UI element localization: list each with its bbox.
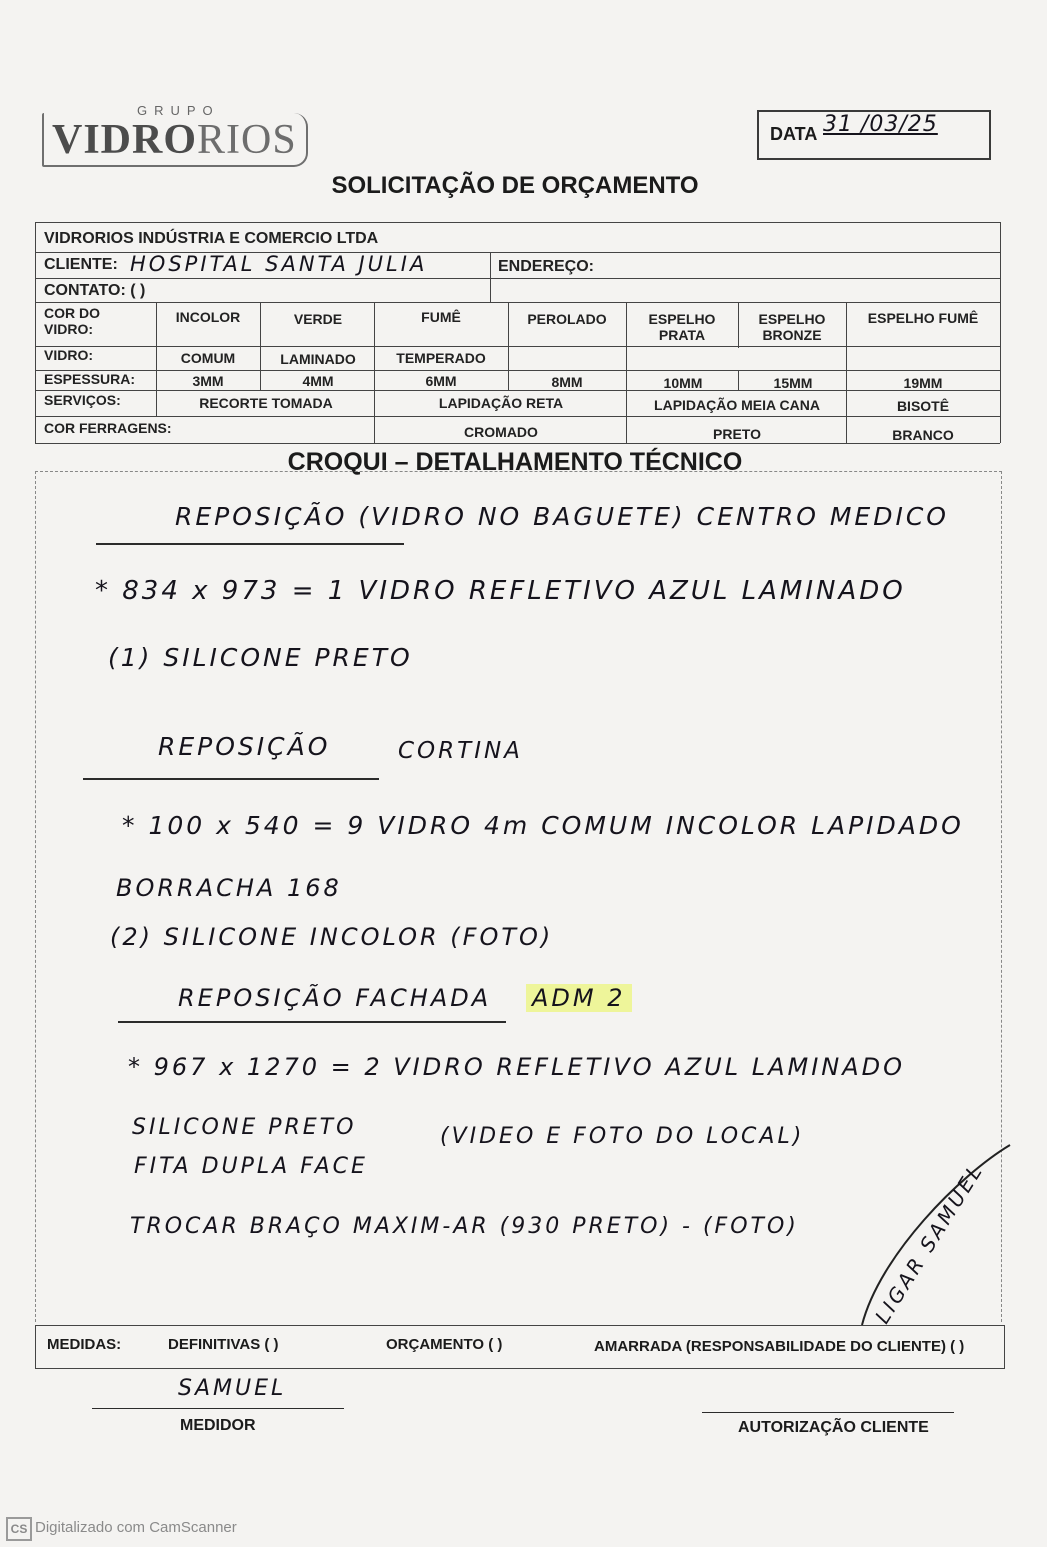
service-lapidacao-reta: LAPIDAÇÃO RETA xyxy=(438,395,564,411)
definitive-checkbox[interactable]: DEFINITIVAS ( ) xyxy=(168,1336,279,1353)
client-value: HOSPITAL SANTA JULIA xyxy=(130,252,428,276)
camscanner-watermark: Digitalizado com CamScanner xyxy=(35,1519,237,1536)
hardware-branco: BRANCO xyxy=(892,427,954,443)
hardware-preto: PRETO xyxy=(713,426,761,442)
callout-note xyxy=(860,1135,1022,1335)
thickness-10mm: 10MM xyxy=(663,375,703,391)
note-line-13: (VIDEO E FOTO DO LOCAL) xyxy=(440,1124,805,1149)
measurements-label: MEDIDAS: xyxy=(47,1336,122,1353)
company-name: VIDRORIOS INDÚSTRIA E COMERCIO LTDA xyxy=(44,230,379,247)
callout-text: LIGAR SAMUEL xyxy=(870,1158,989,1328)
type-option-laminado: LAMINADO xyxy=(280,351,356,367)
date-value: 31 /03/25 xyxy=(823,112,938,137)
services-label: SERVIÇOS: xyxy=(44,392,121,408)
note-line-1: REPOSIÇÃO (VIDRO NO BAGUETE) CENTRO MEDICO xyxy=(175,502,949,531)
page-title: SOLICITAÇÃO DE ORÇAMENTO xyxy=(331,172,699,199)
glass-color-label: COR DO VIDRO: xyxy=(44,305,100,337)
note-highlight-adm: ADM 2 xyxy=(526,984,632,1012)
note-line-2: * 834 x 973 = 1 VIDRO REFLETIVO AZUL LAMINADO xyxy=(95,576,906,606)
note-line-12: SILICONE PRETO xyxy=(132,1115,357,1140)
type-option-comum: COMUM xyxy=(180,350,236,366)
client-signature-line xyxy=(702,1412,954,1413)
glass-type-label: VIDRO: xyxy=(44,347,93,363)
color-option-fume: FUMÊ xyxy=(421,309,461,325)
note-line-14: FITA DUPLA FACE xyxy=(134,1154,368,1179)
note-line-15: TROCAR BRAÇO MAXIM-AR (930 PRETO) - (FOTO) xyxy=(130,1214,799,1239)
address-label: ENDEREÇO: xyxy=(498,258,595,275)
color-option-verde: VERDE xyxy=(293,311,343,327)
note-line-5: CORTINA xyxy=(398,738,523,764)
measurer-signature-line xyxy=(92,1408,344,1409)
note-line-8: (2) SILICONE INCOLOR (FOTO) xyxy=(110,923,554,951)
measurer-label: MEDIDOR xyxy=(180,1417,256,1434)
thickness-6mm: 6MM xyxy=(425,373,457,389)
service-bisote: BISOTÊ xyxy=(896,398,950,414)
service-recorte-tomada: RECORTE TOMADA xyxy=(199,395,333,411)
brand-logo-bold: VIDRO xyxy=(52,117,198,163)
client-authorization-label: AUTORIZAÇÃO CLIENTE xyxy=(738,1419,929,1436)
service-lapidacao-meia-cana: LAPIDAÇÃO MEIA CANA xyxy=(654,397,820,413)
note-line-3: (1) SILICONE PRETO xyxy=(108,643,413,672)
note-underline-2 xyxy=(83,778,379,780)
note-line-7: BORRACHA 168 xyxy=(116,874,342,902)
budget-checkbox[interactable]: ORÇAMENTO ( ) xyxy=(386,1336,503,1353)
note-underline-3 xyxy=(118,1021,506,1023)
type-option-temperado: TEMPERADO xyxy=(396,350,486,366)
color-option-perolado: PEROLADO xyxy=(527,311,607,327)
measurer-signature: SAMUEL xyxy=(178,1376,287,1401)
note-underline-1 xyxy=(96,543,404,545)
note-line-4: REPOSIÇÃO xyxy=(158,732,331,761)
color-option-espelho-prata: ESPELHO PRATA xyxy=(648,311,716,343)
color-option-incolor: INCOLOR xyxy=(175,309,241,325)
logo-group-text: GRUPO xyxy=(132,103,225,118)
contact-label: CONTATO: ( ) xyxy=(44,282,146,299)
note-line-9: REPOSIÇÃO FACHADA xyxy=(178,984,492,1012)
croqui-title: CROQUI – DETALHAMENTO TÉCNICO xyxy=(287,448,743,476)
brand-logo xyxy=(52,116,297,164)
thickness-4mm: 4MM xyxy=(302,373,334,389)
hardware-color-label: COR FERRAGENS: xyxy=(44,420,172,436)
note-line-6: * 100 x 540 = 9 VIDRO 4m COMUM INCOLOR LAPIDADO xyxy=(122,811,964,840)
thickness-3mm: 3MM xyxy=(192,373,224,389)
note-line-11: * 967 x 1270 = 2 VIDRO REFLETIVO AZUL LAMINADO xyxy=(128,1053,906,1081)
camscanner-logo: CS xyxy=(6,1517,32,1541)
thickness-15mm: 15MM xyxy=(773,375,813,391)
thickness-label: ESPESSURA: xyxy=(44,371,136,387)
color-option-espelho-fume: ESPELHO FUMÊ xyxy=(867,310,979,326)
thickness-8mm: 8MM xyxy=(551,374,583,390)
color-option-espelho-bronze: ESPELHO BRONZE xyxy=(758,311,826,343)
client-responsibility-checkbox[interactable]: AMARRADA (RESPONSABILIDADE DO CLIENTE) ( ) xyxy=(594,1338,965,1355)
hardware-cromado: CROMADO xyxy=(464,424,538,440)
client-label: CLIENTE: xyxy=(44,256,118,273)
date-label: DATA xyxy=(770,124,818,144)
brand-logo-light: RIOS xyxy=(197,117,297,163)
thickness-19mm: 19MM xyxy=(903,375,943,391)
